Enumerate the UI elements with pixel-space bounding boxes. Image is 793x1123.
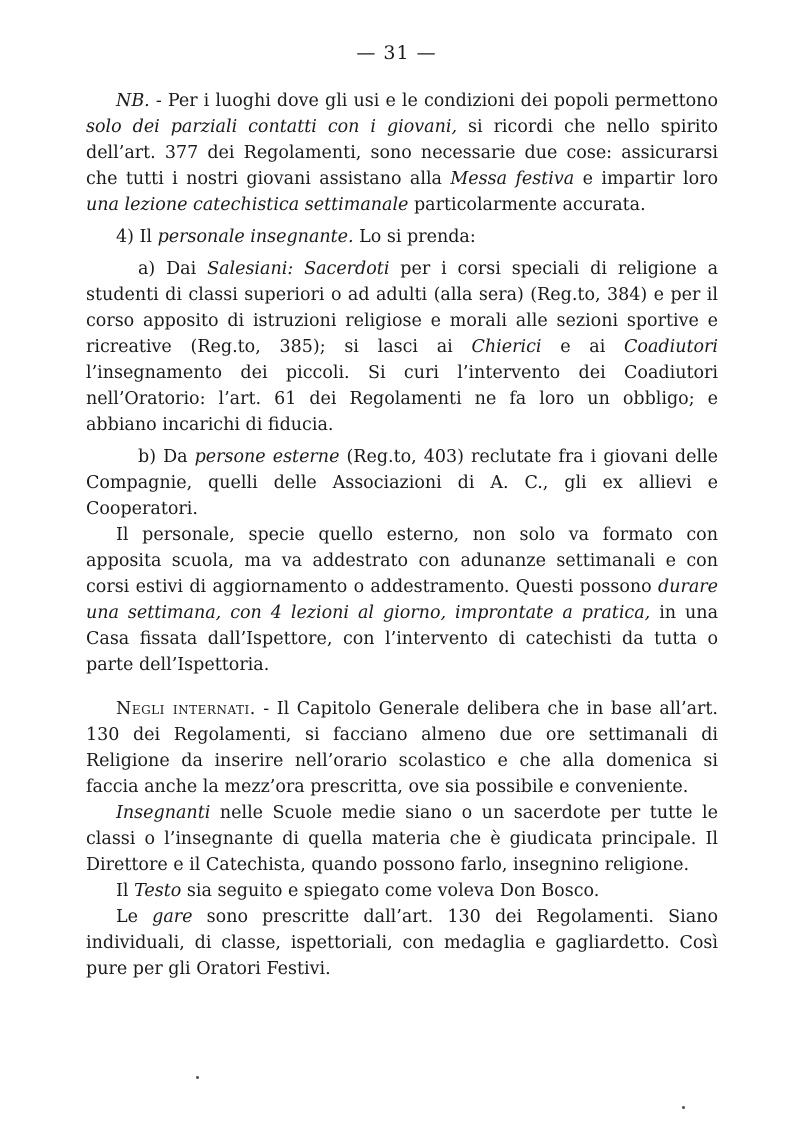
text-run: particolarmente accurata. bbox=[408, 195, 646, 215]
text-run: (Reg.to, 403) reclutate fra i giovani delle Compagnie, quelli delle Associazioni di A. C., gli ex allievi e Cooperatori. bbox=[86, 447, 718, 519]
page-number: — 31 — bbox=[356, 42, 437, 64]
body-text bbox=[86, 88, 718, 982]
italic-run: Chierici bbox=[471, 337, 542, 357]
paragraph-testo bbox=[86, 878, 718, 904]
text-run: sia seguito e spiegato come voleva Don Bosco. bbox=[181, 881, 600, 901]
italic-run: gare bbox=[152, 907, 193, 927]
text-run: e impartir loro bbox=[574, 169, 719, 189]
text-run: nelle Scuole medie siano o un sacerdote per tutte le classi o l’insegnante di quella materia che è giudicata principale. Il Direttore e il Catechista, quando possono farlo, insegnino religione. bbox=[86, 803, 718, 875]
paragraph-negli-internati bbox=[86, 696, 718, 800]
text-run: sono prescritte dall’art. 130 dei Regolamenti. Siano individuali, di classe, ispettoriali, con medaglia e gagliardetto. Così pure per gli Oratori Festivi. bbox=[86, 907, 718, 979]
text-run: Il personale, specie quello esterno, non solo va formato con apposita scuola, ma va addestrato con adunanze settimanali e con corsi estivi di aggiornamento o addestramento. Questi possono bbox=[86, 525, 718, 597]
print-speck bbox=[196, 1076, 199, 1079]
italic-run: solo dei parziali contatti con i giovani, bbox=[86, 117, 458, 137]
text-run: a) Dai bbox=[138, 259, 208, 279]
italic-run: durare una settimana, con 4 lezioni al giorno, improntate a pratica, bbox=[86, 577, 718, 623]
text-run: Lo si prenda: bbox=[353, 227, 476, 247]
italic-run: Coadiutori bbox=[624, 337, 718, 357]
text-run: - Per i luoghi dove gli usi e le condizioni dei popoli permettono bbox=[149, 91, 718, 111]
text-run: 4) Il bbox=[116, 227, 158, 247]
text-run: e ai bbox=[541, 337, 625, 357]
print-speck bbox=[682, 1106, 685, 1109]
text-run: in una Casa fissata dall’Ispettore, con l’intervento di catechisti da tutta o parte dell’Ispettoria. bbox=[86, 603, 719, 675]
italic-run: personale insegnante. bbox=[157, 227, 354, 247]
nb-label: NB. bbox=[116, 91, 150, 111]
paragraph-personale-formazione bbox=[86, 522, 718, 678]
text-run: l’insegnamento dei piccoli. Si curi l’intervento dei Coadiutori nell’Oratorio: l’art. 61 dei Regolamenti ne fa loro un obbligo; e abbiano incarichi di fiducia. bbox=[86, 363, 718, 435]
section-label: Negli internati. bbox=[116, 699, 256, 719]
paragraph-gare bbox=[86, 904, 718, 982]
italic-run: persone esterne bbox=[194, 447, 340, 467]
text-run: si ricordi che nello spirito dell’art. 377 dei Regolamenti, sono necessarie due cose: assicurarsi che tutti i nostri giovani assistano alla bbox=[86, 117, 719, 189]
italic-run: Messa festiva bbox=[450, 169, 575, 189]
italic-run: Insegnanti bbox=[116, 803, 211, 823]
paragraph-nb bbox=[86, 88, 718, 218]
italic-run: Salesiani: Sacerdoti bbox=[207, 259, 390, 279]
paragraph-insegnanti bbox=[86, 800, 718, 878]
text-run: Le bbox=[116, 907, 153, 927]
paragraph-a-salesiani bbox=[86, 256, 718, 438]
text-run: b) Da bbox=[138, 447, 195, 467]
paragraph-b-persone-esterne bbox=[86, 444, 718, 522]
text-run: per i corsi speciali di religione a studenti di classi superiori o ad adulti (alla sera) (Reg.to, 384) e per il corso apposito di istruzioni religiose e morali alle sezioni sportive e ricreative (Reg.to, 385); si lasci ai bbox=[86, 259, 719, 357]
paragraph-personale-heading bbox=[86, 224, 718, 250]
text-run: - Il Capitolo Generale delibera che in base all’art. 130 dei Regolamenti, si facciano almeno due ore settimanali di Religione da inserire nell’orario scolastico e che alla domenica si faccia anche la mezz’ora prescritta, ove sia possibile e conveniente. bbox=[86, 699, 718, 797]
text-run: Il bbox=[116, 881, 135, 901]
italic-run: Testo bbox=[134, 881, 182, 901]
italic-run: una lezione catechistica settimanale bbox=[86, 195, 409, 215]
